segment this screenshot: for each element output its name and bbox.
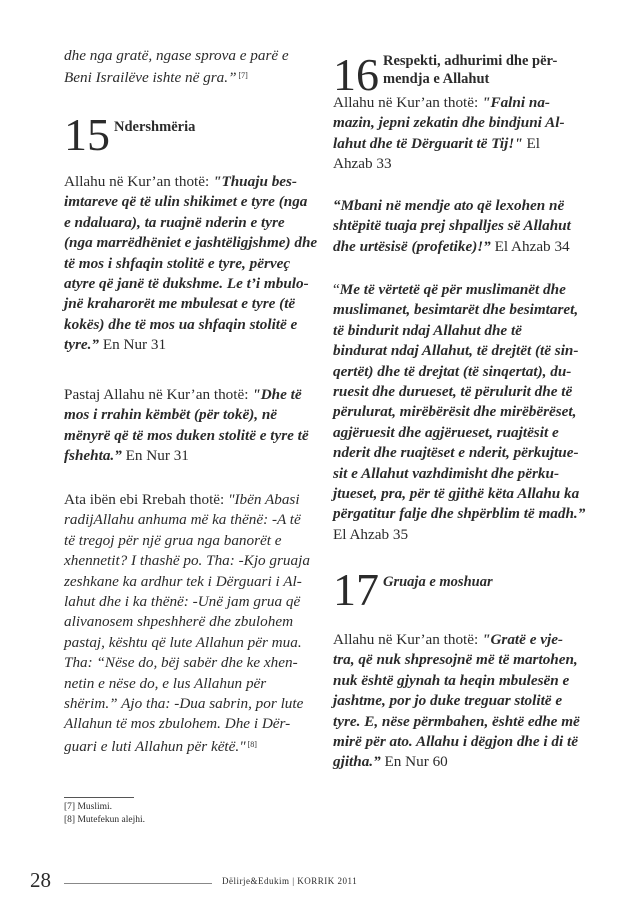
quote-line: tyre. E, nëse përmbahen, është edhe më bbox=[333, 712, 580, 730]
quote-line: kokës) dhe të mos ua shfaqin stolitë e bbox=[64, 315, 298, 333]
section-15-heading bbox=[64, 109, 326, 162]
quote-line: shtëpitë tuaja prej shpalljes së Allahut bbox=[333, 217, 571, 235]
para-line bbox=[64, 335, 317, 355]
quote-line: atyre që janë të dukshme. Le t’i mbulo- bbox=[64, 275, 309, 293]
quote-line: të tregoj për një grua nga banorët e bbox=[64, 531, 282, 549]
quote-line: xhennetit? I thashë po. Tha: -Kjo gruaja bbox=[64, 552, 310, 570]
quote-line: pastaj, kështu që lute Allahun për mua. bbox=[64, 633, 302, 651]
quote-line: jashtme, por jo duke treguar stolitë e bbox=[333, 692, 563, 710]
quote-line: “Mbani në mendje ato që lexohen në bbox=[333, 197, 565, 214]
paragraph-ahzab-33 bbox=[333, 93, 565, 175]
footnote-ref-8[interactable]: [8] bbox=[247, 739, 257, 749]
quote-line: netin e nëse do, e lus Allahun për bbox=[64, 674, 267, 692]
quote-line: të bindurit ndaj Allahut dhe të bbox=[333, 321, 522, 339]
open-quote: “ bbox=[333, 281, 340, 298]
footer-divider bbox=[64, 883, 212, 884]
quote-line: mazin, jepni zekatin dhe bindjuni Al- bbox=[333, 114, 565, 132]
quote-line: e ndaluara), ta ruajnë nderin e tyre bbox=[64, 213, 285, 231]
page-number: 28 bbox=[30, 868, 51, 892]
quote-text: "Dhe të bbox=[252, 386, 302, 403]
section-16-title-line-2: mendja e Allahut bbox=[383, 71, 490, 87]
quote-line: radijAllahu anhuma më ka thënë: -A të bbox=[64, 511, 301, 529]
section-15-number: 15 bbox=[64, 109, 110, 160]
para-line bbox=[64, 172, 317, 192]
quote-line: të mos i shfaqin stolitë e tyre, përveç bbox=[64, 254, 291, 272]
para-line bbox=[64, 385, 309, 405]
intro-paragraph bbox=[64, 46, 289, 89]
quote-text: gjitha.” bbox=[333, 753, 381, 771]
quote-line: Allahun të mos zbulohem. Dhe i Dër- bbox=[64, 715, 291, 733]
quote-line: përulurat, mirëbërësit dhe mirëbërëset, bbox=[333, 403, 577, 421]
para-line bbox=[333, 630, 580, 650]
quote-text: "Ibën Abasi bbox=[228, 491, 300, 508]
para-line bbox=[333, 237, 571, 257]
paragraph-ahzab-35 bbox=[333, 280, 585, 545]
quote-line: alivanosem shpeshherë dhe zbulohem bbox=[64, 613, 294, 631]
source-citation: En Nur 60 bbox=[380, 753, 448, 771]
source-citation: El bbox=[522, 134, 541, 152]
para-line bbox=[64, 735, 310, 757]
quote-text: "Falni na- bbox=[482, 94, 550, 111]
quote-line: mënyrë që të mos duken stolitë e tyre të bbox=[64, 426, 309, 444]
paragraph-hadith bbox=[64, 490, 310, 757]
para-lead: Allahu në Kur’an thotë: bbox=[64, 173, 214, 190]
para-line bbox=[333, 280, 585, 300]
footnote-8: [8] Mutefekun alejhi. bbox=[64, 815, 145, 825]
section-16-title-line-1: Respekti, adhurimi dhe për- bbox=[383, 53, 558, 69]
quote-line: imtareve që të ulin shikimet e tyre (nga bbox=[64, 193, 308, 211]
quote-line: jtueset, pra, për të gjithë këta Allahu ka bbox=[333, 485, 580, 503]
para-line bbox=[64, 446, 309, 466]
para-line bbox=[333, 134, 565, 154]
quote-line: Tha: “Nëse do, bëj sabër dhe ke xhen- bbox=[64, 654, 298, 672]
quote-line: sit e Allahut vazhdimisht dhe përku- bbox=[333, 464, 560, 482]
para-line bbox=[333, 752, 580, 772]
paragraph-nur-60 bbox=[333, 630, 580, 773]
quote-text: guari e luti Allahun për këtë." bbox=[64, 737, 246, 755]
source-citation: En Nur 31 bbox=[121, 447, 189, 465]
section-17-title: Gruaja e moshuar bbox=[383, 574, 493, 590]
quote-text: fshehta.” bbox=[64, 447, 122, 465]
quote-text: lahut dhe të Dërguarit të Tij!" bbox=[333, 134, 523, 152]
para-lead: Pastaj Allahu në Kur’an thotë: bbox=[64, 386, 253, 403]
intro-line-2 bbox=[64, 66, 289, 88]
quote-line: shërim.” Ajo tha: -Dua sabrin, por lute bbox=[64, 695, 304, 713]
source-citation: El Ahzab 34 bbox=[490, 237, 570, 255]
quote-line: tra, që nuk shpresojnë më të martohen, bbox=[333, 651, 578, 669]
quote-text: Me të vërtetë që për muslimanët dhe bbox=[339, 281, 566, 298]
footer-publication: Dëlirje&Edukim | KORRIK 2011 bbox=[222, 876, 358, 886]
footnote-divider bbox=[64, 797, 134, 798]
footnote-7: [7] Muslimi. bbox=[64, 802, 113, 812]
section-16-heading bbox=[333, 46, 583, 100]
quote-line: ruesit dhe durueset, të përulurit dhe të bbox=[333, 383, 573, 401]
quote-line: bindurat ndaj Allahut, të drejtët (të sin- bbox=[333, 342, 579, 360]
quote-line: përgatitur falje dhe shpërblim të madh.” bbox=[333, 505, 586, 523]
quote-text: tyre.” bbox=[64, 336, 100, 354]
intro-line-1: dhe nga gratë, ngase sprova e parë e bbox=[64, 47, 289, 64]
paragraph-ahzab-34 bbox=[333, 196, 571, 257]
quote-line: lahut dhe i ka thënë: -Unë jam grua që bbox=[64, 593, 301, 611]
quote-line: muslimanet, besimtarët dhe besimtaret, bbox=[333, 301, 579, 319]
para-lead: Ata ibën ebi Rrebah thotë: bbox=[64, 491, 229, 508]
paragraph-nur-31-b bbox=[64, 385, 309, 467]
section-17-number: 17 bbox=[333, 564, 379, 615]
section-16-number: 16 bbox=[333, 49, 379, 100]
quote-line: qertët) dhe të drejtat (të sinqertat), du- bbox=[333, 362, 572, 380]
section-15-title: Ndershmëria bbox=[114, 119, 196, 135]
para-line bbox=[333, 93, 565, 113]
source-citation: En Nur 31 bbox=[99, 336, 167, 354]
footnote-ref-7[interactable]: [7] bbox=[238, 71, 248, 81]
section-17-heading bbox=[333, 564, 583, 617]
para-lead: Allahu në Kur’an thotë: bbox=[333, 94, 483, 111]
quote-line: nderit dhe ruajtëset e nderit, përkujtue- bbox=[333, 444, 579, 462]
quote-line: jnë kraharorët me mbulesat e tyre (të bbox=[64, 295, 296, 313]
source-citation: Ahzab 33 bbox=[333, 155, 392, 173]
quote-line: mos i rrahin këmbët (për tokë), në bbox=[64, 406, 278, 424]
quote-text: "Thuaju bes- bbox=[213, 173, 297, 190]
source-citation: El Ahzab 35 bbox=[333, 525, 409, 543]
quote-line: agjëruesit dhe agjërueset, ruajtësit e bbox=[333, 423, 559, 441]
quote-line: mirë për ato. Allahu i dëgjon dhe i di të bbox=[333, 733, 578, 751]
para-line bbox=[64, 490, 310, 510]
quote-line: nuk është gjynah ta heqin mbulesën e bbox=[333, 671, 570, 689]
quote-line: (nga marrëdhëniet e jashtëligjshme) dhe bbox=[64, 234, 318, 252]
intro-line-2-text: Beni Israilëve ishte në gra.” bbox=[64, 69, 237, 87]
footnotes bbox=[64, 801, 145, 827]
quote-text: "Gratë e vje- bbox=[482, 631, 563, 648]
quote-text: dhe urtësisë (profetike)!” bbox=[333, 237, 491, 255]
quote-line: zeshkane ka ardhur tek i Dërguari i Al- bbox=[64, 572, 302, 590]
paragraph-nur-31-a bbox=[64, 172, 317, 356]
para-lead: Allahu në Kur’an thotë: bbox=[333, 631, 483, 648]
